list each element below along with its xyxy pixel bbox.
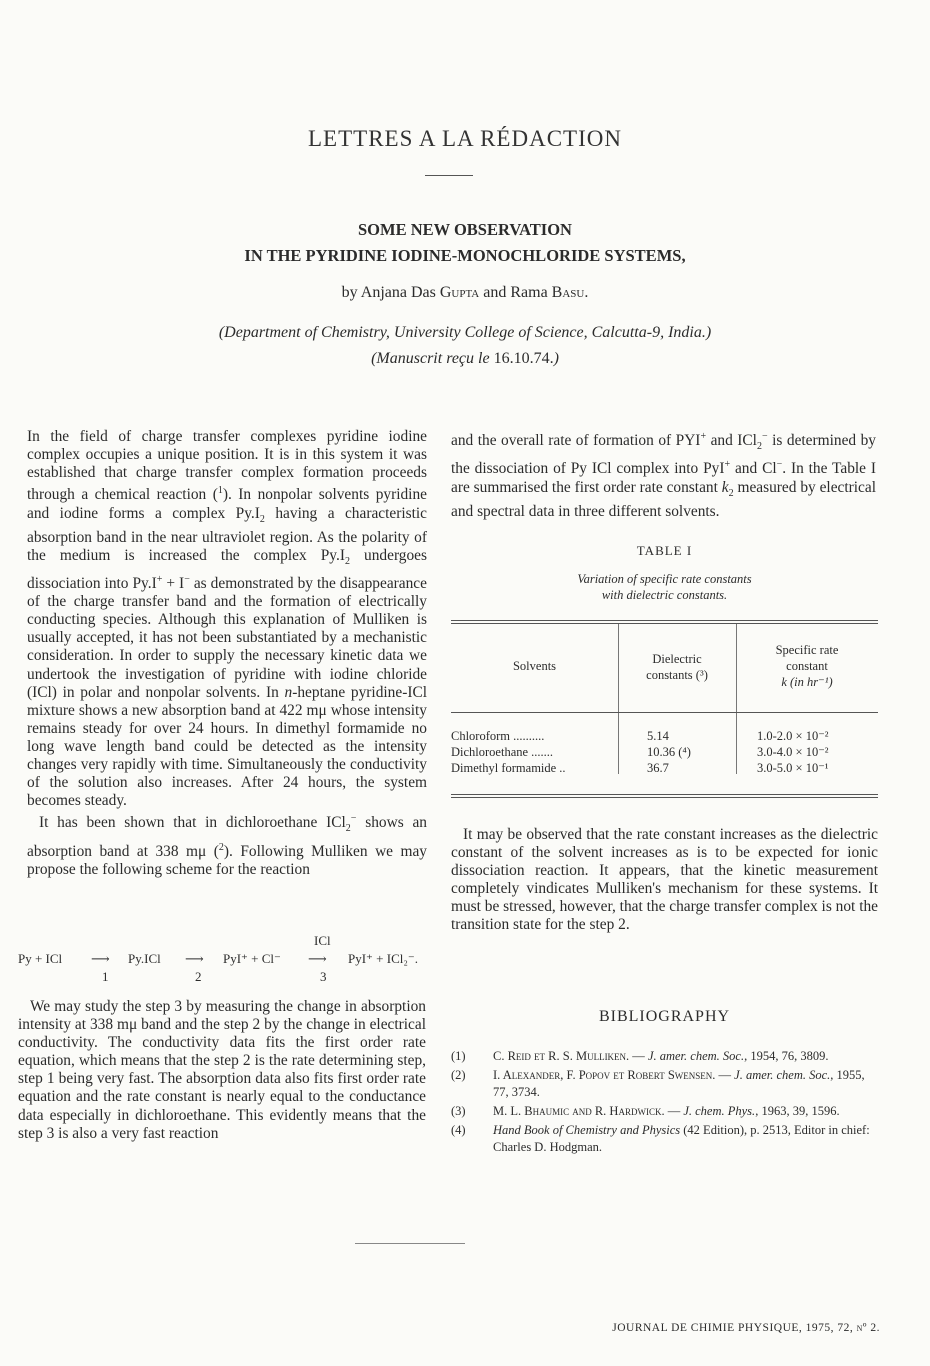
scheme-product3: PyI⁺ + ICl₂⁻. [348, 951, 419, 966]
cell-dielectric: 5.14 [647, 729, 669, 743]
cell-solvent: Dichloroethane ....... [451, 745, 554, 759]
ref-number: (1) [451, 1049, 466, 1063]
ref-journal: J. amer. chem. Soc. [734, 1068, 831, 1082]
affiliation: (Department of Chemistry, University College of Science, Calcutta-9, India.) [218, 324, 712, 341]
superscript: − [776, 459, 783, 471]
text: It has been shown that in dichloroethane ICl [39, 814, 346, 832]
bibliography-entry [451, 1103, 881, 1120]
subscript: 2 [756, 441, 762, 453]
table-caption [451, 571, 878, 603]
section-title: LETTRES A LA RÉDACTION [308, 126, 622, 151]
table-row [451, 744, 878, 760]
text: having a characteristic absorption band in the near ultraviolet region. As the polarity of the medium is increased the complex Py.I [27, 504, 427, 564]
ref-marker: 1 [217, 485, 223, 497]
table-label: TABLE I [636, 543, 693, 558]
text: is determined by the dissociation of Py ICl complex into PyI [451, 432, 876, 478]
subscript: 2 [259, 513, 265, 525]
paragraph-2 [27, 810, 427, 879]
paragraph-3: We may study the step 3 by measuring the change in absorption intensity at 338 mμ band and the step 2 by the change in electrical conductivity. The conductivity data fits the first order rate equation, which means that the step 2 is the rate determining step, step 1 being very fast. The absorption data also fits first order rate equation and the rate constant is nearly equal to the conductance data especially in dichloroethane. This evidently means that the step 3 is also a very fast reaction [18, 998, 426, 1142]
superscript: − [184, 573, 190, 585]
table-caption-line1: Variation of specific rate constants [577, 572, 752, 586]
article-title-line2: IN THE PYRIDINE IODINE-MONOCHLORIDE SYSTEMS, [244, 246, 686, 265]
header-dielectric-line2: constants (³) [646, 668, 708, 682]
scheme-over-arrow: ICl [314, 933, 331, 948]
arrow-icon: ⟶ [308, 951, 327, 966]
ref-authors: M. L. Bhaumic and R. Hardwick. — [493, 1104, 684, 1118]
text: and Cl [730, 460, 777, 478]
cell-solvent: Dimethyl formamide .. [451, 761, 566, 775]
paragraph-1 [27, 428, 427, 810]
data-table [451, 620, 878, 802]
text: measured by electrical and spectral data in three different solvents. [451, 478, 876, 520]
subscript: 2 [728, 487, 734, 499]
table-row [451, 760, 878, 776]
cell-dielectric: 10.36 (⁴) [647, 745, 691, 759]
bibliography-title: BIBLIOGRAPHY [598, 1008, 731, 1025]
right-column-bottom [451, 826, 878, 935]
subscript: 2 [345, 823, 351, 835]
ref-journal: J. chem. Phys. [683, 1104, 756, 1118]
author1-surname: Gupta [439, 284, 480, 301]
ref-details: , 1955, 77, 3734. [493, 1068, 865, 1099]
authors-and: and Rama [479, 284, 552, 301]
title-divider [425, 175, 473, 176]
ref-details: , 1963, 39, 1596. [755, 1104, 840, 1118]
superscript: − [761, 431, 768, 442]
text: + I [162, 575, 185, 593]
text: shows an absorption band at 338 mμ ( [27, 814, 427, 860]
text: ). In nonpolar solvents pyridine and iodine forms a complex Py.I [27, 486, 427, 522]
author2-surname: Basu [551, 284, 585, 301]
superscript: + [700, 431, 707, 442]
arrow-icon: ⟶ [185, 951, 204, 966]
bibliography-entry [451, 1067, 881, 1101]
ref-number: (2) [451, 1068, 466, 1082]
authors-prefix: by Anjana Das [341, 284, 440, 301]
text: In the field of charge transfer complexes pyridine iodine complex occupies a unique position. It is in this system it was established that charge transfer complex formation proceeds through a chemical reaction ( [27, 428, 427, 504]
superscript: + [724, 459, 731, 471]
ref-details: (42 Edition), p. 2513, Editor in chief: Charles D. Hodgman. [493, 1123, 870, 1154]
cell-rate: 3.0-5.0 × 10⁻¹ [757, 761, 829, 775]
table-caption-line2: with dielectric constants. [601, 588, 728, 602]
text: -heptane pyridine-ICl mixture shows a new absorption band at 422 mμ whose intensity remains steady for over 24 hours. In dimethyl formamide no long wave length band could be detected as the intensity changes very rapidly with time. Simultaneously the conductivity of the solution also increases. After 24 hours, the system becomes steady. [27, 683, 427, 810]
table-header-rule [451, 712, 878, 713]
paragraph-right-2: It may be observed that the rate constant increases as the dielectric constant of the solvent increases as is to be expected for ionic dissociation reaction. It appears, that the kinetic measurement completely vindicates Mulliken's mechanism for these systems. It must be stressed, however, that the charge transfer complex is not the transition state for the step 2. [451, 826, 878, 934]
text: ). Following Mulliken we may propose the following scheme for the reaction [27, 842, 428, 878]
received-close: ) [553, 350, 559, 367]
text: undergoes dissociation into Py.I [27, 546, 427, 593]
table-top-rule-2 [451, 623, 878, 624]
cell-rate: 3.0-4.0 × 10⁻² [757, 745, 829, 759]
ref-details: , 1954, 76, 3809. [744, 1049, 829, 1063]
end-rule [355, 1243, 465, 1244]
italic-k: k [721, 478, 729, 496]
scheme-step2: 2 [195, 969, 202, 984]
ref-authors: I. Alexander, F. Popov et Robert Swensen. — [493, 1068, 735, 1082]
affiliation-block [0, 320, 930, 372]
received-line [0, 346, 930, 372]
header-rate-line1: Specific rate [775, 643, 839, 657]
authors-suffix: . [584, 284, 589, 301]
table-top-rule [451, 620, 878, 621]
article-title [0, 217, 930, 269]
page-footer: JOURNAL DE CHIMIE PHYSIQUE, 1975, 72, nº 2. [612, 1322, 880, 1334]
cell-rate: 1.0-2.0 × 10⁻² [757, 729, 829, 743]
bibliography-entry [451, 1048, 881, 1065]
italic-n: n [284, 683, 293, 701]
subscript: 2 [344, 555, 350, 567]
reaction-scheme [18, 933, 433, 993]
ref-number: (3) [451, 1104, 466, 1118]
arrow-icon: ⟶ [91, 951, 110, 966]
scheme-step1: 1 [102, 969, 109, 984]
superscript: − [350, 813, 357, 825]
ref-marker: 2 [218, 841, 224, 853]
scheme-product2: PyI⁺ + Cl⁻ [223, 951, 281, 966]
cell-dielectric: 36.7 [647, 761, 669, 775]
scheme-product1: Py.ICl [128, 951, 161, 966]
ref-number: (4) [451, 1123, 466, 1137]
received-date: 16.10.74. [493, 350, 554, 367]
header-solvents: Solvents [512, 659, 557, 673]
right-column-top [451, 428, 876, 521]
paragraph-right-1 [451, 428, 876, 521]
superscript: + [156, 573, 163, 585]
text: . In the Table I are summarised the first order rate constant [451, 460, 876, 496]
table-bottom-rule-2 [451, 797, 878, 798]
bibliography-entry [451, 1122, 881, 1156]
scheme-step3: 3 [320, 969, 327, 984]
text: as demonstrated by the disappearance of the charge transfer band and the formation of electrically conducting species. Although this explanation of Mulliken is usually accepted, it has not been substantiated by a mechanistic consideration. In order to supply the necessary kinetic data we undertook the investigation of pyridine with iodine chloride (ICl) in polar and nonpolar solvents. In [27, 575, 427, 701]
table-body [451, 728, 878, 776]
article-title-line1: SOME NEW OBSERVATION [358, 220, 572, 239]
header-dielectric [618, 651, 736, 683]
authors-line [0, 284, 930, 302]
header-rate [736, 642, 878, 690]
received-label: (Manuscrit reçu le [371, 350, 494, 367]
text: and ICl [706, 432, 757, 450]
header-dielectric-line1: Dielectric [652, 652, 702, 666]
left-column-bottom [18, 998, 426, 1143]
header-rate-line3: k (in hr⁻¹) [781, 675, 833, 689]
ref-journal: Hand Book of Chemistry and Physics [493, 1123, 681, 1137]
table-bottom-rule [451, 794, 878, 795]
scheme-reactants: Py + ICl [18, 951, 63, 966]
bibliography-list [451, 1048, 881, 1158]
text: and the overall rate of formation of PYI [451, 432, 701, 450]
ref-journal: J. amer. chem. Soc. [647, 1049, 745, 1063]
table-row [451, 728, 878, 744]
header-rate-line2: constant [786, 659, 828, 673]
cell-solvent: Chloroform .......... [451, 729, 545, 743]
left-column-top [27, 428, 427, 879]
ref-authors: C. Reid et R. S. Mulliken. — [493, 1049, 648, 1063]
